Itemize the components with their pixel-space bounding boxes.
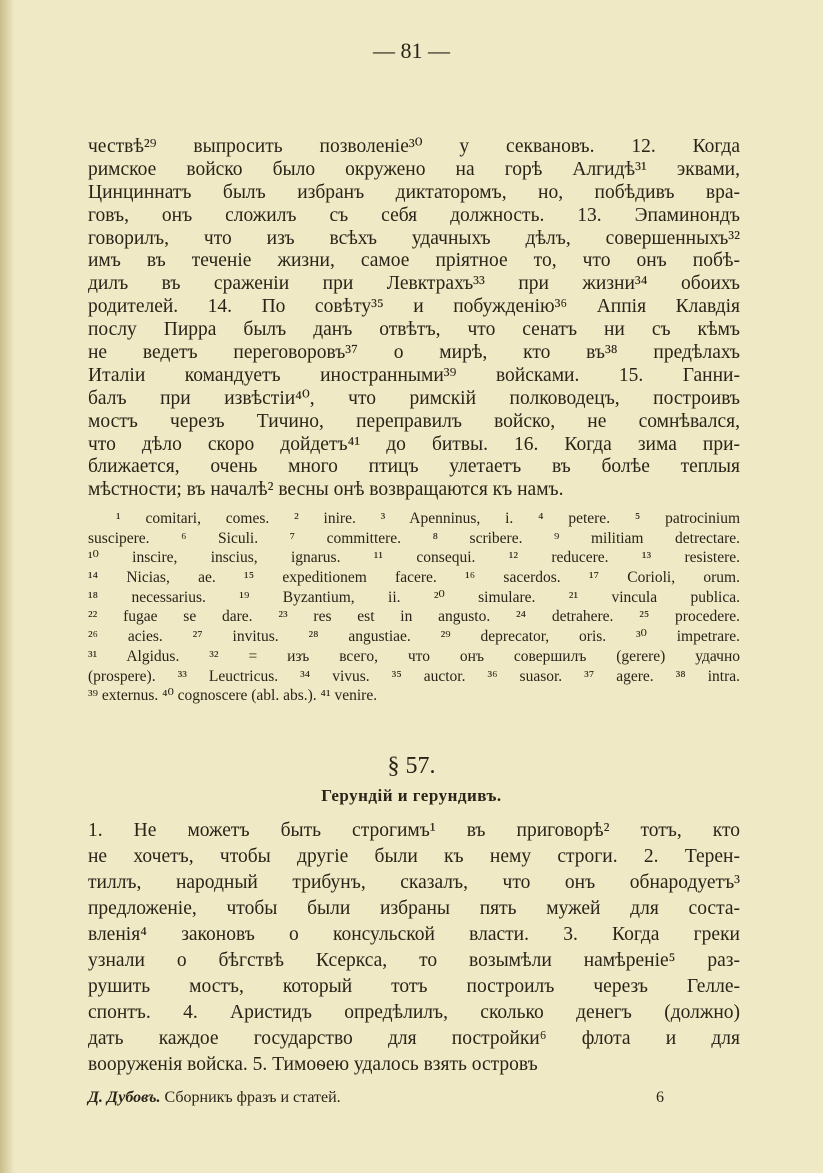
text-line: послу Пирра былъ данъ отвѣтъ, что сенатъ ни съ кѣмъ bbox=[88, 319, 740, 341]
text-line: не ведетъ переговоровъ³⁷ о мирѣ, кто въ³⁸ предѣлахъ bbox=[88, 342, 740, 364]
text-line: чествѣ²⁹ выпросить позволеніе³⁰ у секвановъ. 12. Когда bbox=[88, 136, 740, 157]
signature-mark: 6 bbox=[656, 1089, 664, 1106]
text-line: узнали о бѣгствѣ Ксеркса, то возымѣли намѣреніе⁵ раз- bbox=[88, 950, 740, 971]
text-line: дать каждое государство для постройки⁶ флота и для bbox=[88, 1028, 740, 1049]
footer-title: Сборникъ фразъ и статей. bbox=[164, 1089, 341, 1106]
text-line: говъ, онъ сложилъ съ себя должность. 13. Эпаминондъ bbox=[88, 204, 740, 226]
top-text-block bbox=[88, 136, 740, 502]
text-line: ¹⁴ Nicias, ae. ¹⁵ expeditionem facere. ¹⁶ sacerdos. ¹⁷ Corioli, orum. bbox=[88, 569, 740, 587]
text-line: говорилъ, что изъ всѣхъ удачныхъ дѣлъ, совершенныхъ³² bbox=[88, 227, 740, 249]
text-line: Италіи командуетъ иностранными³⁹ войсками. 15. Ганни- bbox=[88, 364, 740, 386]
section-title: Герундій и герундивъ. bbox=[321, 786, 502, 805]
text-line: (prospere). ³³ Leuctricus. ³⁴ vivus. ³⁵ auctor. ³⁶ suasor. ³⁷ agere. ³⁸ intra. bbox=[88, 667, 740, 685]
text-line: предложеніе, чтобы были избраны пять мужей для соста- bbox=[88, 898, 740, 919]
page-number: — 81 — bbox=[373, 38, 450, 63]
footnotes-block bbox=[88, 509, 740, 706]
text-line: ближается, очень много птицъ улетаетъ въ болѣе теплыя bbox=[88, 456, 740, 478]
text-line: вооруженія войска. 5. Тимоѳею удалось взять островъ bbox=[88, 1054, 538, 1075]
text-line: вленія⁴ законовъ о консульской власти. 3. Когда греки bbox=[88, 924, 740, 945]
text-line: не хочетъ, чтобы другіе были къ нему строги. 2. Терен- bbox=[88, 846, 740, 867]
text-line: дилъ въ сраженіи при Левктрахъ³³ при жизни³⁴ обоихъ bbox=[88, 273, 740, 295]
text-line: тиллъ, народный трибунъ, сказалъ, что онъ обнародуетъ³ bbox=[88, 872, 740, 893]
text-line: 1. Не можетъ быть строгимъ¹ въ приговорѣ² тотъ, кто bbox=[88, 820, 740, 841]
text-line: ³⁹ externus. ⁴⁰ cognoscere (abl. abs.). ⁴¹ venire. bbox=[88, 687, 378, 705]
section-number: § 57. bbox=[387, 753, 436, 779]
text-line: римское войско было окружено на горѣ Алгидѣ³¹ эквами, bbox=[88, 158, 740, 180]
text-line: родителей. 14. По совѣту³⁵ и побужденію³⁶ Аппія Клавдія bbox=[88, 296, 740, 318]
page-footer bbox=[88, 1088, 668, 1108]
text-line: мѣстности; въ началѣ² весны онѣ возвращаются къ намъ. bbox=[88, 479, 564, 501]
text-line: ¹⁰ inscire, inscius, ignarus. ¹¹ consequi. ¹² reducere. ¹³ resistere. bbox=[88, 549, 740, 567]
text-line: имъ въ теченіе жизни, самое пріятное то, что онъ побѣ- bbox=[88, 250, 740, 272]
text-line: балъ при извѣстіи⁴⁰, что римскій полководецъ, построивъ bbox=[88, 387, 740, 409]
text-line: рушить мостъ, который тотъ построилъ черезъ Гелле- bbox=[88, 976, 740, 997]
text-line: спонтъ. 4. Аристидъ опредѣлилъ, сколько денегъ (должно) bbox=[88, 1002, 740, 1023]
text-line: Цинциннатъ былъ избранъ диктаторомъ, но, побѣдивъ вра- bbox=[88, 181, 740, 203]
footer-author: Д. Дубовъ. bbox=[88, 1089, 161, 1106]
text-line: ²⁶ acies. ²⁷ invitus. ²⁸ angustiae. ²⁹ deprecator, oris. ³⁰ impetrare. bbox=[88, 628, 740, 646]
text-line: что дѣло скоро дойдетъ⁴¹ до битвы. 16. Когда зима при- bbox=[88, 433, 740, 455]
text-line: ¹ comitari, comes. ² inire. ³ Apenninus, i. ⁴ petere. ⁵ patrocinium bbox=[116, 510, 740, 527]
page-edge-shadow bbox=[0, 0, 14, 1173]
text-line: suscipere. ⁶ Siculi. ⁷ committere. ⁸ scribere. ⁹ militiam detrectare. bbox=[88, 529, 740, 547]
text-line: ³¹ Algidus. ³² = изъ всего, что онъ совершилъ (gerere) удачно bbox=[88, 647, 740, 665]
text-line: ²² fugae se dare. ²³ res est in angusto. ²⁴ detrahere. ²⁵ procedere. bbox=[88, 608, 740, 626]
text-line: мостъ черезъ Тичино, переправилъ войско, не сомнѣвался, bbox=[88, 410, 740, 432]
section-text-block bbox=[88, 818, 740, 1078]
text-line: ¹⁸ necessarius. ¹⁹ Byzantium, ii. ²⁰ simulare. ²¹ vincula publica. bbox=[88, 588, 740, 606]
